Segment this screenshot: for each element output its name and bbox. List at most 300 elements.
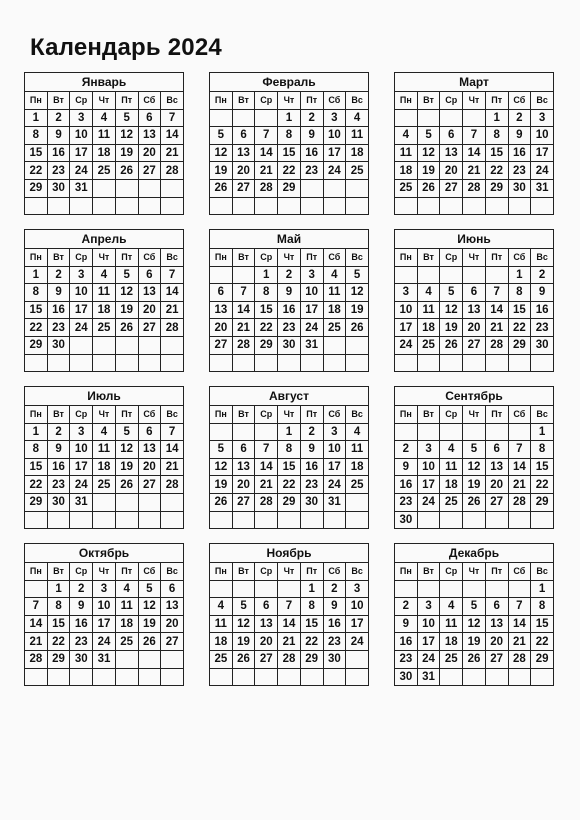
day-cell: 1 [531, 423, 554, 441]
day-cell: 27 [232, 179, 255, 197]
month-name: Ноябрь [210, 544, 369, 563]
day-cell [138, 493, 161, 511]
day-cell [531, 354, 554, 372]
day-cell [93, 179, 116, 197]
day-cell: 7 [485, 284, 508, 302]
weekday-header-row [25, 406, 184, 424]
day-cell [463, 580, 486, 598]
week-row [25, 301, 184, 319]
week-row [210, 266, 369, 284]
week-row [25, 511, 184, 529]
day-cell [463, 354, 486, 372]
weekday-label: Чт [278, 249, 301, 267]
day-cell: 16 [531, 301, 554, 319]
day-cell: 13 [232, 144, 255, 162]
day-cell: 4 [395, 127, 418, 145]
week-row [25, 336, 184, 354]
week-row [210, 633, 369, 651]
weekday-label: Пт [300, 406, 323, 424]
day-cell [395, 580, 418, 598]
day-cell: 14 [508, 458, 531, 476]
day-cell: 12 [417, 144, 440, 162]
month-table [209, 229, 369, 372]
day-cell: 14 [255, 144, 278, 162]
weekday-label: Пн [25, 92, 48, 110]
day-cell: 26 [115, 476, 138, 494]
day-cell [25, 580, 48, 598]
week-row [210, 179, 369, 197]
day-cell [440, 266, 463, 284]
day-cell: 24 [395, 336, 418, 354]
day-cell: 8 [47, 598, 70, 616]
day-cell [463, 266, 486, 284]
day-cell [70, 197, 93, 215]
day-cell [255, 423, 278, 441]
weekday-label: Вс [531, 563, 554, 581]
month-calendar [24, 229, 184, 372]
day-cell: 29 [25, 179, 48, 197]
day-cell: 18 [323, 301, 346, 319]
day-cell: 9 [47, 127, 70, 145]
day-cell: 26 [417, 179, 440, 197]
day-cell [485, 423, 508, 441]
day-cell: 4 [93, 423, 116, 441]
weekday-label: Вс [161, 406, 184, 424]
day-cell: 14 [161, 284, 184, 302]
day-cell: 16 [300, 458, 323, 476]
week-row [395, 598, 554, 616]
day-cell: 19 [417, 162, 440, 180]
day-cell: 20 [485, 476, 508, 494]
day-cell: 13 [210, 301, 233, 319]
day-cell: 25 [346, 476, 369, 494]
day-cell [70, 336, 93, 354]
day-cell: 18 [440, 633, 463, 651]
week-row [25, 284, 184, 302]
day-cell: 22 [47, 633, 70, 651]
weekday-label: Пн [395, 92, 418, 110]
week-row [395, 144, 554, 162]
month-table [394, 543, 554, 686]
day-cell [115, 650, 138, 668]
weekday-label: Ср [70, 249, 93, 267]
day-cell: 12 [138, 598, 161, 616]
day-cell [93, 493, 116, 511]
day-cell [115, 354, 138, 372]
day-cell: 6 [485, 598, 508, 616]
day-cell: 11 [440, 458, 463, 476]
weekday-label: Сб [508, 406, 531, 424]
day-cell: 30 [47, 336, 70, 354]
day-cell: 18 [93, 301, 116, 319]
day-cell: 27 [138, 319, 161, 337]
day-cell: 20 [485, 633, 508, 651]
day-cell: 18 [346, 144, 369, 162]
day-cell: 28 [485, 336, 508, 354]
day-cell: 31 [323, 493, 346, 511]
day-cell: 23 [47, 162, 70, 180]
day-cell: 28 [25, 650, 48, 668]
month-name: Декабрь [395, 544, 554, 563]
day-cell: 4 [93, 266, 116, 284]
day-cell: 29 [300, 650, 323, 668]
day-cell [115, 511, 138, 529]
day-cell: 15 [278, 144, 301, 162]
weekday-label: Чт [278, 406, 301, 424]
day-cell [138, 179, 161, 197]
day-cell: 1 [531, 580, 554, 598]
week-row [25, 109, 184, 127]
day-cell [255, 197, 278, 215]
day-cell: 2 [47, 423, 70, 441]
day-cell [417, 423, 440, 441]
day-cell: 14 [508, 615, 531, 633]
day-cell [346, 511, 369, 529]
week-row [210, 109, 369, 127]
day-cell: 17 [346, 615, 369, 633]
day-cell: 8 [278, 127, 301, 145]
day-cell: 30 [70, 650, 93, 668]
day-cell: 8 [485, 127, 508, 145]
day-cell: 15 [25, 144, 48, 162]
day-cell: 9 [395, 615, 418, 633]
day-cell [485, 354, 508, 372]
weekday-label: Чт [93, 563, 116, 581]
week-row [395, 179, 554, 197]
day-cell: 6 [463, 284, 486, 302]
weekday-label: Пн [25, 563, 48, 581]
day-cell: 12 [210, 144, 233, 162]
day-cell: 9 [47, 441, 70, 459]
day-cell: 20 [232, 162, 255, 180]
day-cell: 23 [278, 319, 301, 337]
day-cell: 12 [463, 458, 486, 476]
day-cell: 27 [232, 493, 255, 511]
weekday-label: Сб [138, 249, 161, 267]
week-row [210, 162, 369, 180]
weekday-label: Сб [508, 563, 531, 581]
day-cell: 10 [70, 127, 93, 145]
weekday-label: Вс [531, 249, 554, 267]
week-row [395, 668, 554, 686]
day-cell [300, 354, 323, 372]
week-row [395, 162, 554, 180]
day-cell: 7 [278, 598, 301, 616]
day-cell: 22 [300, 633, 323, 651]
day-cell: 31 [93, 650, 116, 668]
day-cell: 7 [161, 423, 184, 441]
day-cell: 19 [138, 615, 161, 633]
week-row [395, 354, 554, 372]
day-cell [323, 668, 346, 686]
week-row [395, 109, 554, 127]
day-cell [232, 511, 255, 529]
day-cell: 2 [47, 109, 70, 127]
month-table [394, 386, 554, 529]
week-row [210, 615, 369, 633]
day-cell [440, 668, 463, 686]
day-cell: 3 [417, 441, 440, 459]
day-cell: 5 [138, 580, 161, 598]
day-cell [161, 336, 184, 354]
day-cell: 30 [323, 650, 346, 668]
day-cell: 25 [417, 336, 440, 354]
day-cell: 19 [115, 458, 138, 476]
day-cell: 2 [395, 598, 418, 616]
week-row [210, 580, 369, 598]
month-name: Август [210, 387, 369, 406]
day-cell [508, 423, 531, 441]
day-cell: 15 [25, 301, 48, 319]
week-row [25, 266, 184, 284]
day-cell: 22 [531, 633, 554, 651]
day-cell: 24 [346, 633, 369, 651]
day-cell: 12 [115, 127, 138, 145]
day-cell: 10 [395, 301, 418, 319]
day-cell [508, 511, 531, 529]
weekday-label: Вс [346, 249, 369, 267]
week-row [25, 423, 184, 441]
weekday-header-row [395, 249, 554, 267]
week-row [395, 127, 554, 145]
weekday-label: Сб [323, 563, 346, 581]
month-table [209, 543, 369, 686]
week-row [395, 441, 554, 459]
week-row [395, 511, 554, 529]
day-cell: 22 [531, 476, 554, 494]
day-cell: 18 [93, 458, 116, 476]
day-cell: 12 [115, 441, 138, 459]
day-cell: 6 [232, 127, 255, 145]
day-cell: 10 [70, 441, 93, 459]
day-cell: 24 [93, 633, 116, 651]
day-cell: 23 [300, 476, 323, 494]
day-cell [346, 493, 369, 511]
week-row [395, 476, 554, 494]
day-cell: 3 [300, 266, 323, 284]
day-cell: 27 [138, 162, 161, 180]
day-cell [485, 266, 508, 284]
weekday-label: Ср [255, 92, 278, 110]
week-row [210, 598, 369, 616]
day-cell [25, 668, 48, 686]
week-row [210, 458, 369, 476]
day-cell: 11 [210, 615, 233, 633]
day-cell: 18 [417, 319, 440, 337]
day-cell: 29 [485, 179, 508, 197]
day-cell [346, 650, 369, 668]
day-cell: 14 [161, 127, 184, 145]
day-cell [232, 266, 255, 284]
weekday-label: Вт [232, 406, 255, 424]
day-cell: 2 [395, 441, 418, 459]
day-cell: 30 [395, 668, 418, 686]
day-cell: 15 [47, 615, 70, 633]
day-cell: 20 [255, 633, 278, 651]
day-cell: 8 [25, 284, 48, 302]
day-cell: 30 [531, 336, 554, 354]
weekday-label: Ср [70, 406, 93, 424]
week-row [25, 668, 184, 686]
weekday-label: Чт [463, 563, 486, 581]
day-cell: 18 [440, 476, 463, 494]
weekday-header-row [25, 92, 184, 110]
day-cell [278, 354, 301, 372]
day-cell: 25 [323, 319, 346, 337]
weekday-label: Вт [417, 563, 440, 581]
day-cell [161, 668, 184, 686]
day-cell: 25 [93, 476, 116, 494]
day-cell [531, 511, 554, 529]
weekday-label: Ср [255, 249, 278, 267]
day-cell: 1 [278, 423, 301, 441]
weekday-label: Вт [232, 92, 255, 110]
day-cell [232, 109, 255, 127]
day-cell: 27 [485, 650, 508, 668]
day-cell [300, 511, 323, 529]
day-cell [485, 197, 508, 215]
day-cell [463, 668, 486, 686]
month-calendar [209, 229, 369, 372]
day-cell [463, 197, 486, 215]
day-cell [417, 511, 440, 529]
day-cell [346, 336, 369, 354]
weekday-header-row [25, 563, 184, 581]
day-cell: 2 [300, 109, 323, 127]
weekday-label: Ср [440, 563, 463, 581]
weekday-label: Вт [232, 563, 255, 581]
week-row [395, 301, 554, 319]
day-cell: 24 [70, 162, 93, 180]
month-table [24, 229, 184, 372]
week-row [210, 127, 369, 145]
month-calendar [209, 386, 369, 529]
day-cell: 3 [323, 423, 346, 441]
day-cell: 8 [531, 441, 554, 459]
day-cell: 28 [161, 319, 184, 337]
day-cell: 1 [47, 580, 70, 598]
day-cell: 19 [210, 162, 233, 180]
weekday-label: Чт [463, 92, 486, 110]
day-cell: 1 [255, 266, 278, 284]
day-cell [115, 336, 138, 354]
day-cell: 5 [115, 423, 138, 441]
day-cell: 29 [531, 650, 554, 668]
day-cell: 15 [485, 144, 508, 162]
day-cell: 5 [463, 441, 486, 459]
day-cell: 7 [161, 266, 184, 284]
day-cell [346, 668, 369, 686]
weekday-label: Чт [463, 249, 486, 267]
weekday-label: Вс [531, 92, 554, 110]
day-cell: 11 [93, 441, 116, 459]
day-cell: 6 [440, 127, 463, 145]
weekday-header-row [210, 563, 369, 581]
day-cell: 13 [440, 144, 463, 162]
weekday-label: Ср [255, 563, 278, 581]
day-cell: 6 [138, 266, 161, 284]
day-cell: 30 [278, 336, 301, 354]
month-name: Октябрь [25, 544, 184, 563]
month-calendar [394, 543, 554, 686]
weekday-label: Вс [161, 563, 184, 581]
weekday-label: Пн [395, 563, 418, 581]
weekday-label: Вс [531, 406, 554, 424]
week-row [395, 197, 554, 215]
day-cell: 4 [93, 109, 116, 127]
day-cell: 12 [115, 284, 138, 302]
weekday-label: Пт [300, 92, 323, 110]
day-cell: 24 [323, 162, 346, 180]
week-row [395, 493, 554, 511]
weekday-header-row [395, 563, 554, 581]
day-cell: 25 [93, 319, 116, 337]
day-cell [255, 109, 278, 127]
day-cell [323, 354, 346, 372]
day-cell: 3 [323, 109, 346, 127]
day-cell: 22 [255, 319, 278, 337]
weekday-label: Пт [300, 563, 323, 581]
day-cell: 23 [531, 319, 554, 337]
day-cell: 7 [25, 598, 48, 616]
day-cell: 7 [232, 284, 255, 302]
day-cell: 22 [25, 162, 48, 180]
week-row [25, 633, 184, 651]
day-cell: 9 [47, 284, 70, 302]
day-cell [463, 423, 486, 441]
day-cell: 15 [508, 301, 531, 319]
week-row [25, 458, 184, 476]
day-cell [508, 197, 531, 215]
weekday-header-row [210, 406, 369, 424]
day-cell: 8 [300, 598, 323, 616]
day-cell: 28 [255, 179, 278, 197]
day-cell: 8 [25, 441, 48, 459]
day-cell: 23 [395, 493, 418, 511]
weekday-label: Пн [210, 406, 233, 424]
day-cell: 19 [463, 633, 486, 651]
day-cell: 22 [508, 319, 531, 337]
day-cell: 15 [25, 458, 48, 476]
week-row [25, 650, 184, 668]
weekday-label: Сб [323, 249, 346, 267]
day-cell [138, 354, 161, 372]
day-cell: 1 [25, 423, 48, 441]
day-cell: 21 [508, 476, 531, 494]
week-row [395, 580, 554, 598]
day-cell: 24 [70, 476, 93, 494]
month-name: Февраль [210, 73, 369, 92]
weekday-label: Пн [210, 249, 233, 267]
page-title: Календарь 2024 [30, 34, 222, 61]
day-cell: 29 [25, 493, 48, 511]
day-cell [417, 354, 440, 372]
day-cell: 13 [161, 598, 184, 616]
day-cell: 16 [395, 633, 418, 651]
day-cell: 23 [395, 650, 418, 668]
day-cell: 20 [138, 144, 161, 162]
day-cell [323, 179, 346, 197]
month-calendar [24, 386, 184, 529]
day-cell: 21 [25, 633, 48, 651]
day-cell [210, 197, 233, 215]
day-cell: 24 [323, 476, 346, 494]
day-cell: 8 [25, 127, 48, 145]
day-cell: 19 [463, 476, 486, 494]
day-cell: 28 [232, 336, 255, 354]
day-cell [417, 580, 440, 598]
week-row [25, 580, 184, 598]
